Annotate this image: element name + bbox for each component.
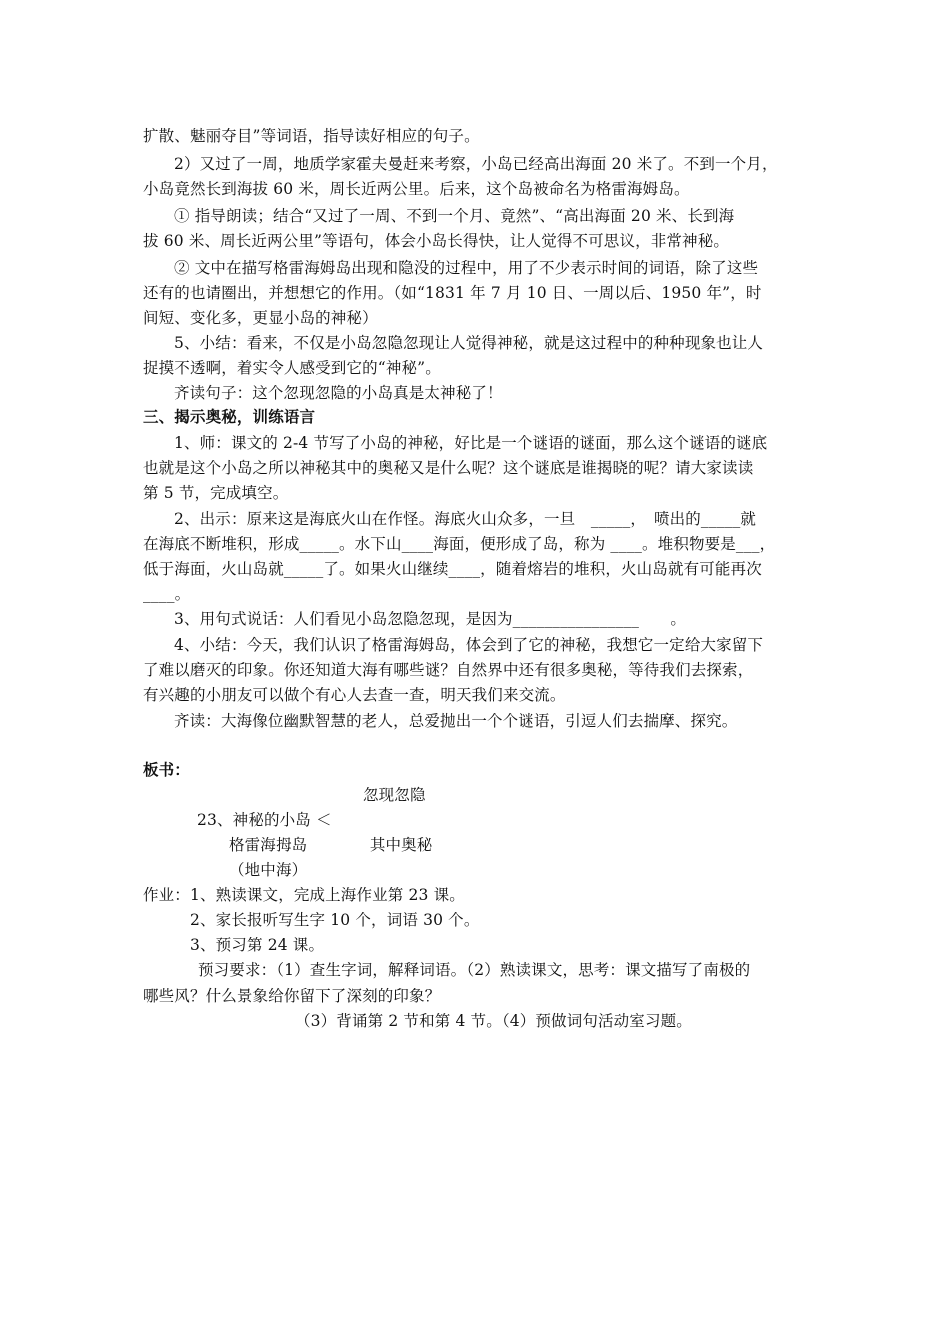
text-line: 小岛竟然长到海拔 60 米，周长近两公里。后来，这个岛被命名为格雷海姆岛。 <box>143 180 690 198</box>
board-line: 格雷海拇岛 其中奥秘 <box>229 836 433 854</box>
text-line: 捉摸不透啊，着实令人感受到它的“神秘”。 <box>143 359 441 377</box>
text-line: 低于海面，火山岛就_____了。如果火山继续____，随着熔岩的堆积，火山岛就有可能再次 <box>143 560 762 578</box>
text-line: 4、小结：今天，我们认识了格雷海姆岛，体会到了它的神秘，我想它一定给大家留下 <box>174 636 764 654</box>
text-line: 也就是这个小岛之所以神秘其中的奥秘又是什么呢？这个谜底是谁揭晓的呢？请大家读读 <box>143 459 754 477</box>
homework-line: 3、预习第 24 课。 <box>190 936 325 954</box>
section-heading: 三、揭示奥秘，训练语言 <box>143 407 316 426</box>
board-line: 23、神秘的小岛 ＜ <box>197 811 332 829</box>
text-line: 还有的也请圈出，并想想它的作用。（如“1831 年 7 月 10 日、一周以后、1950 年”，时 <box>143 284 762 302</box>
board-line: 忽现忽隐 <box>363 786 426 804</box>
text-line: 3、用句式说话：人们看见小岛忽隐忽现，是因为________________ 。 <box>174 610 687 628</box>
homework-line: （3）背诵第 2 节和第 4 节。（4）预做词句活动室习题。 <box>295 1012 692 1030</box>
text-line: ____。 <box>143 585 191 603</box>
homework-line: 预习要求：（1）查生字词，解释词语。（2）熟读课文，思考：课文描写了南极的 <box>198 961 751 979</box>
text-line: 2、出示：原来这是海底火山在作怪。海底火山众多，一旦 _____， 喷出的_____就 <box>174 510 757 528</box>
text-line: ① 指导朗读；结合“又过了一周、不到一个月、竟然”、“高出海面 20 米、长到海 <box>174 207 735 225</box>
text-line: 扩散、魅丽夺目”等词语，指导读好相应的句子。 <box>143 127 480 145</box>
board-line: （地中海） <box>229 861 308 879</box>
text-line: 拔 60 米、周长近两公里”等语句，体会小岛长得快，让人觉得不可思议，非常神秘。 <box>143 232 730 250</box>
text-line: 有兴趣的小朋友可以做个有心人去查一查，明天我们来交流。 <box>143 686 566 704</box>
text-line: 2）又过了一周，地质学家霍夫曼赶来考察，小岛已经高出海面 20 米了。不到一个月， <box>174 155 778 173</box>
text-line: 5、小结：看来，不仅是小岛忽隐忽现让人觉得神秘，就是这过程中的种种现象也让人 <box>174 334 764 352</box>
homework-line: 作业：1、熟读课文，完成上海作业第 23 课。 <box>143 886 465 904</box>
text-line: 齐读句子：这个忽现忽隐的小岛真是太神秘了！ <box>174 384 503 402</box>
text-line: 齐读：大海像位幽默智慧的老人，总爱抛出一个个谜语，引逗人们去揣摩、探究。 <box>174 712 738 730</box>
text-line: 1、师：课文的 2-4 节写了小岛的神秘，好比是一个谜语的谜面，那么这个谜语的谜底 <box>174 434 768 452</box>
text-line: 第 5 节，完成填空。 <box>143 484 289 502</box>
board-heading: 板书： <box>143 760 190 779</box>
text-line: ② 文中在描写格雷海姆岛出现和隐没的过程中，用了不少表示时间的词语，除了这些 <box>174 259 759 277</box>
text-line: 了难以磨灭的印象。你还知道大海有哪些谜？自然界中还有很多奥秘，等待我们去探索， <box>143 661 754 679</box>
text-line: 在海底不断堆积，形成_____。水下山____海面，便形成了岛，称为 ____。堆积物要是___， <box>143 535 776 553</box>
homework-line: 哪些风？什么景象给你留下了深刻的印象？ <box>143 987 441 1005</box>
text-line: 间短、变化多，更显小岛的神秘） <box>143 309 378 327</box>
homework-line: 2、家长报听写生字 10 个，词语 30 个。 <box>190 911 480 929</box>
